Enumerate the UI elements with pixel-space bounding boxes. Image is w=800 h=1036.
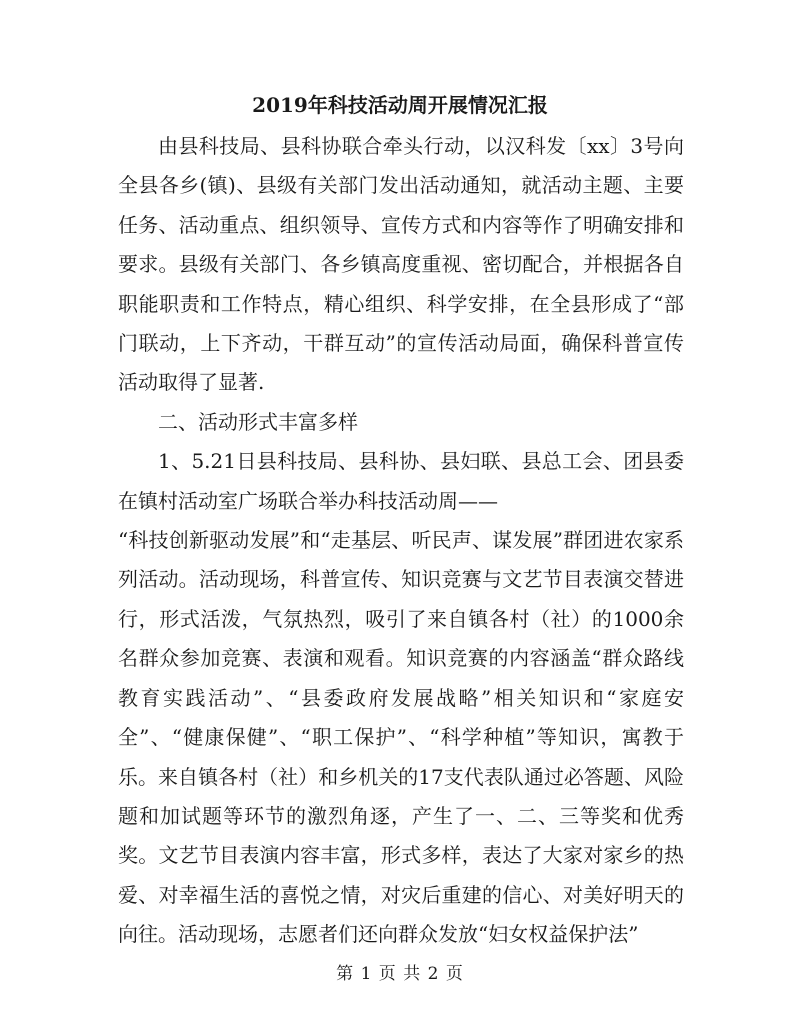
paragraph-continuation: “科技创新驱动发展”和“走基层、听民声、谋发展”群团进农家系列活动。活动现场，科普宣传、知识竞赛与文艺节目表演交替进行，形式活泼，气氛热烈，吸引了来自镇各村（社）的1000余名群众参加竞赛、表演和观看。知识竞赛的内容涵盖“群众路线教育实践活动”、“县委政府发展战略”相关知识和“家庭安全”、“健康保健”、“职工保护”、“科学种植”等知识，寓教于乐。来自镇各村（社）和乡机关的17支代表队通过必答题、风险题和加试题等环节的激烈角逐，产生了一、二、三等奖和优秀奖。文艺节目表演内容丰富，形式多样，表达了大家对家乡的热爱、对幸福生活的喜悦之情，对灾后重建的信心、对美好明天的向往。活动现场，志愿者们还向群众发放“妇女权益保护法” [118,528,684,947]
paragraph-intro: 由县科技局、县科协联合牵头行动，以汉科发〔xx〕3号向全县各乡(镇)、县级有关部门发出活动通知，就活动主题、主要任务、活动重点、组织领导、宣传方式和内容等作了明确安排和要求。县级有关部门、各乡镇高度重视、密切配合，并根据各自职能职责和工作特点，精心组织、科学安排，在全县形成了“部门联动，上下齐动，干群互动”的宣传活动局面，确保科普宣传活动取得了显著. [118,134,684,395]
document-body [118,127,684,955]
page-footer: 第 1 页 共 2 页 [336,964,464,984]
paragraph-item-1: 1、5.21日县科技局、县科协、县妇联、县总工会、团县委在镇村活动室广场联合举办科技活动周—— [118,449,684,513]
section-heading-activity-forms: 二、活动形式丰富多样 [158,409,358,434]
document-title: 2019年科技活动周开展情况汇报 [252,93,548,117]
